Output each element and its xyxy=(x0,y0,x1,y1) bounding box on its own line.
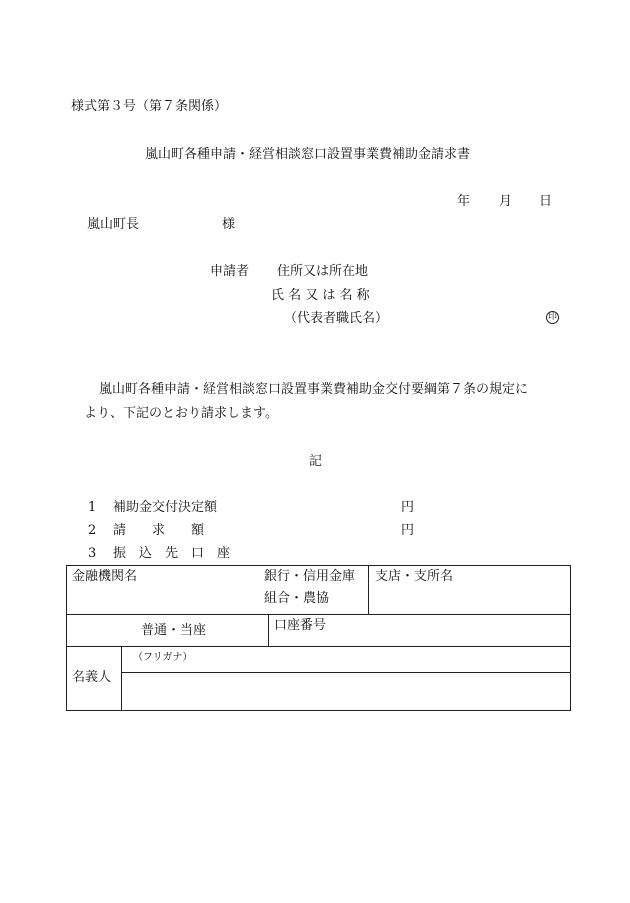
seal-mark: 印 xyxy=(547,312,557,322)
applicant-label: 申請者 xyxy=(210,264,250,279)
addressee-honorific: 様 xyxy=(222,217,236,232)
item-2-label: 請 求 額 xyxy=(113,523,205,538)
table-divider xyxy=(368,566,369,614)
bank-type-line-2: 組合・農協 xyxy=(264,591,330,606)
item-1-label: 補助金交付決定額 xyxy=(113,500,218,515)
account-holder-label: 名義人 xyxy=(72,670,112,685)
item-2-unit: 円 xyxy=(401,523,415,538)
branch-name-label: 支店・支所名 xyxy=(375,569,454,584)
document-title: 嵐山町各種申請・経営相談窓口設置事業費補助金請求書 xyxy=(145,147,471,162)
table-divider xyxy=(121,672,570,673)
table-divider xyxy=(67,614,570,615)
applicant-address-label: 住所又は所在地 xyxy=(277,264,369,279)
account-type-label: 普通・当座 xyxy=(141,623,207,638)
addressee-name: 嵐山町長 xyxy=(87,217,140,232)
representative-label: （代表者職氏名） xyxy=(284,311,389,326)
body-text-line-1: 嵐山町各種申請・経営相談窓口設置事業費補助金交付要綱第７条の規定に xyxy=(99,382,529,397)
furigana-label: （フリガナ） xyxy=(133,652,193,663)
date-year-label: 年 xyxy=(457,194,471,209)
item-2-number: 2 xyxy=(88,523,97,538)
item-3-label: 振 込 先 口 座 xyxy=(113,546,231,561)
item-3-number: 3 xyxy=(88,546,97,561)
date-month-label: 月 xyxy=(499,194,513,209)
bank-account-table xyxy=(66,565,571,711)
account-number-label: 口座番号 xyxy=(274,618,327,633)
table-divider xyxy=(268,614,269,646)
form-number: 様式第３号（第７条関係） xyxy=(71,99,228,114)
applicant-name-label: 氏 名 又 は 名 称 xyxy=(271,288,370,303)
item-1-number: 1 xyxy=(88,500,97,515)
table-divider xyxy=(121,646,122,710)
record-heading: 記 xyxy=(309,454,323,469)
item-1-unit: 円 xyxy=(401,500,415,515)
date-day-label: 日 xyxy=(539,194,553,209)
body-text-line-2: より、下記のとおり請求します。 xyxy=(84,406,278,421)
table-divider xyxy=(67,646,570,647)
bank-type-line-1: 銀行・信用金庫 xyxy=(264,569,356,584)
institution-name-label: 金融機関名 xyxy=(72,569,138,584)
